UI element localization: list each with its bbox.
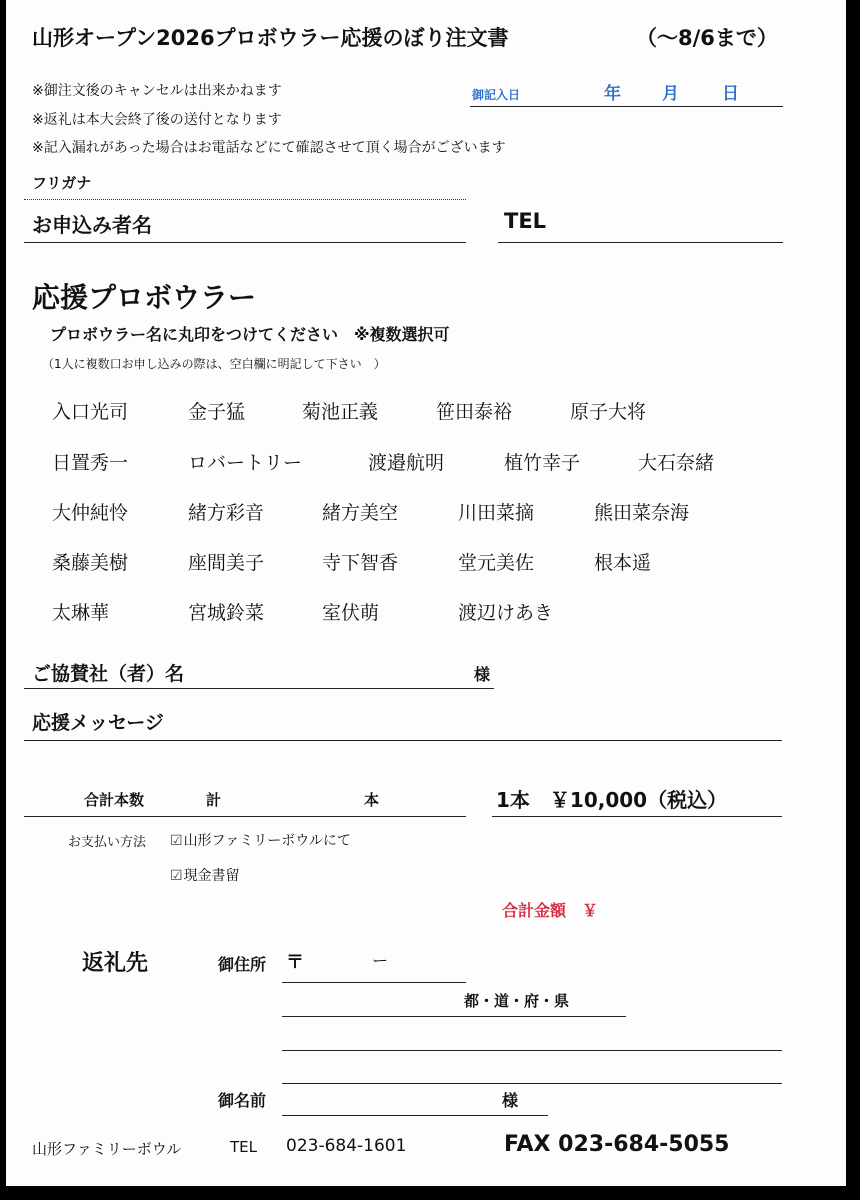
bowler-name[interactable]: 植竹幸子 (504, 452, 581, 474)
postal-code-field[interactable] (282, 982, 466, 983)
prefecture-field[interactable] (282, 1016, 626, 1017)
bowler-name[interactable]: ロバートリー (188, 452, 303, 474)
note-cancel: ※御注文後のキャンセルは出来かねます (32, 83, 282, 99)
total-amount-label: 合計金額 ￥ (502, 901, 599, 920)
address-line-field[interactable] (282, 1050, 782, 1051)
date-label: 御記入日 (472, 88, 521, 102)
checkbox-icon[interactable]: ☑ (170, 833, 183, 849)
deadline-note: （〜8/6まで） (636, 26, 778, 50)
bowler-name[interactable]: 原子大将 (570, 401, 647, 423)
applicant-name-label: お申込み者名 (32, 213, 152, 237)
sponsor-suffix: 様 (474, 665, 491, 684)
applicant-name-field[interactable] (24, 242, 466, 243)
bowler-name[interactable]: 根本遥 (594, 552, 652, 574)
bowler-name[interactable]: 室伏萌 (322, 602, 380, 624)
sponsor-name-field[interactable] (24, 688, 494, 689)
prefecture-label: 都・道・府・県 (464, 992, 570, 1010)
note-return: ※返礼は本大会終了後の送付となります (32, 112, 282, 128)
return-label: 返礼先 (82, 951, 149, 976)
name-suffix: 様 (502, 1091, 519, 1110)
furigana-line[interactable] (24, 199, 466, 200)
checkbox-icon[interactable]: ☑ (170, 868, 183, 884)
bowler-name[interactable]: 太琳華 (52, 602, 110, 624)
page-title: 山形オープン2026プロボウラー応援のぼり注文書 (32, 26, 509, 50)
footer-fax: FAX 023-684-5055 (504, 1132, 730, 1157)
message-field[interactable] (24, 740, 782, 741)
payment-option-cash[interactable] (170, 865, 240, 885)
postal-mark: 〒 (286, 952, 304, 973)
sponsor-label: ご協賛社（者）名 (32, 663, 185, 685)
bowler-name[interactable]: 緒方彩音 (188, 502, 265, 524)
bowler-name[interactable]: 渡邉航明 (368, 452, 445, 474)
bowler-name[interactable]: 大石奈緒 (638, 452, 715, 474)
bowler-name[interactable]: 川田菜摘 (458, 502, 535, 524)
address-label: 御住所 (218, 955, 267, 974)
payment-option-label: 現金書留 (183, 868, 240, 884)
date-day: 日 (722, 84, 739, 104)
section-title: 応援プロボウラー (32, 281, 257, 314)
payment-label: お支払い方法 (68, 835, 147, 850)
bowler-name[interactable]: 熊田菜奈海 (594, 502, 690, 524)
total-count-field[interactable] (24, 816, 466, 817)
price-underline (492, 816, 782, 817)
bowler-name[interactable]: 笹田泰裕 (436, 401, 513, 423)
bowler-name[interactable]: 寺下智香 (322, 552, 399, 574)
total-count-prefix: 計 (206, 791, 222, 809)
bowler-name[interactable]: 緒方美空 (322, 502, 399, 524)
furigana-label: フリガナ (32, 174, 92, 192)
name-field[interactable] (282, 1115, 548, 1116)
bowler-name[interactable]: 桑藤美樹 (52, 552, 129, 574)
footer-tel-label: TEL (230, 1138, 257, 1156)
bowler-name[interactable]: 堂元美佐 (458, 552, 535, 574)
postal-dash: ー (372, 951, 389, 970)
tel-field[interactable] (498, 242, 783, 243)
bowler-name[interactable]: 金子猛 (188, 401, 246, 423)
payment-option-store[interactable] (170, 830, 351, 850)
date-year: 年 (604, 84, 621, 104)
bowler-name[interactable]: 入口光司 (52, 401, 129, 423)
tel-label: TEL (504, 209, 547, 233)
bowler-name[interactable]: 渡辺けあき (458, 602, 554, 624)
date-month: 月 (662, 84, 679, 104)
address-line-field[interactable] (282, 1083, 782, 1084)
bowler-name[interactable]: 日置秀一 (52, 452, 129, 474)
bowler-name[interactable]: 宮城鈴菜 (188, 602, 265, 624)
note-missing: ※記入漏れがあった場合はお電話などにて確認させて頂く場合がございます (32, 140, 506, 156)
date-underline (470, 106, 783, 107)
total-count-unit: 本 (364, 791, 380, 809)
bowler-name[interactable]: 菊池正義 (302, 401, 379, 423)
order-form-sheet (6, 0, 846, 1186)
name-label: 御名前 (218, 1091, 267, 1110)
message-label: 応援メッセージ (32, 712, 164, 734)
footer-tel: 023-684-1601 (286, 1136, 407, 1156)
total-count-label: 合計本数 (84, 791, 145, 809)
bowler-name[interactable]: 座間美子 (188, 552, 265, 574)
instruction-text: プロボウラー名に丸印をつけてください ※複数選択可 (50, 325, 450, 344)
unit-price: 1本 ￥10,000（税込） (496, 788, 728, 812)
sub-instruction-text: （1人に複数口お申し込みの際は、空白欄に明記して下さい ） (42, 357, 386, 371)
footer-company: 山形ファミリーボウル (32, 1140, 182, 1158)
bowler-name[interactable]: 大仲純怜 (52, 502, 129, 524)
payment-option-label: 山形ファミリーボウルにて (183, 833, 351, 849)
